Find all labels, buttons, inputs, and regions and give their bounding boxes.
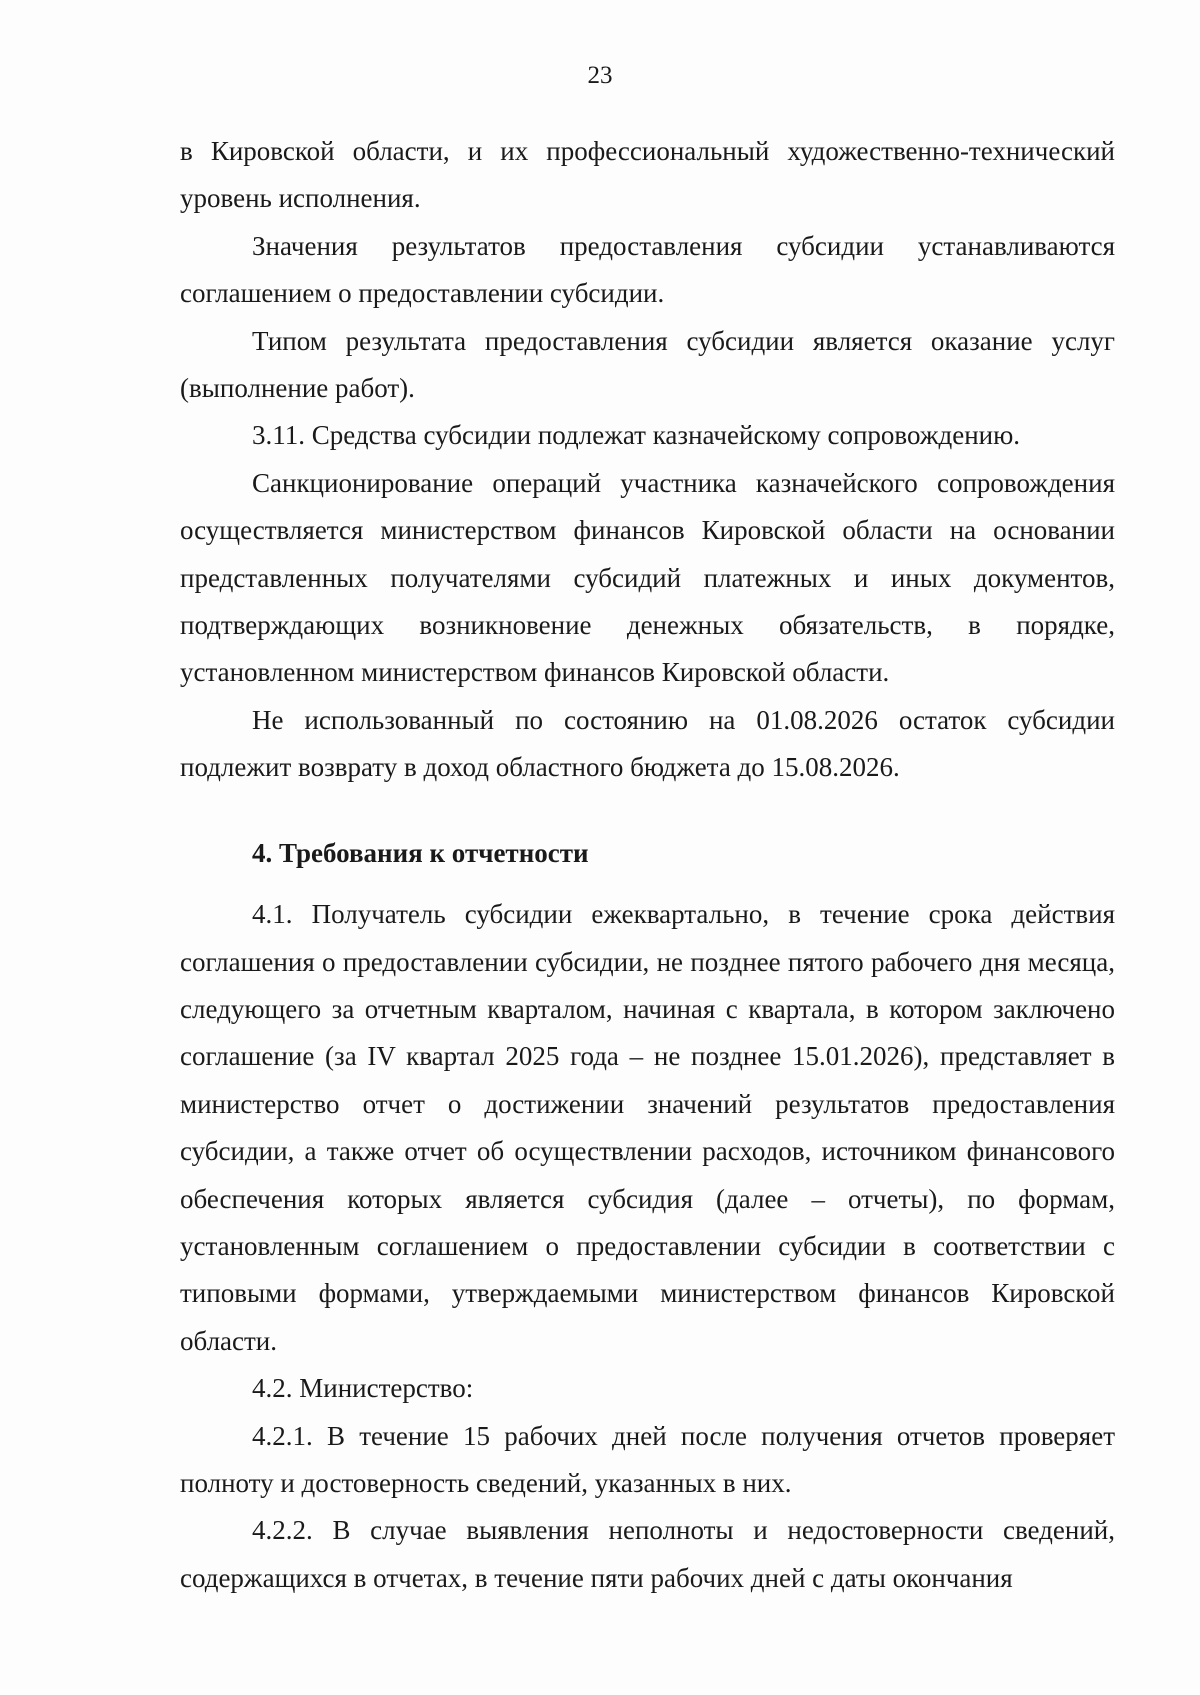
paragraph-result-values: Значения результатов предоставления субсидии устанавливаются соглашением о предоставлении субсидии. bbox=[180, 230, 1115, 309]
document-body bbox=[180, 128, 1115, 1602]
paragraph-4-2-2: 4.2.2. В случае выявления неполноты и недостоверности сведений, содержащихся в отчетах, в течение пяти рабочих дней с даты окончания bbox=[180, 1515, 1115, 1593]
paragraph-unused-balance: Не использованный по состоянию на 01.08.2026 остаток субсидии подлежит возврату в доход областного бюджета до 15.08.2026. bbox=[180, 704, 1115, 783]
section-heading-reporting: 4. Требования к отчетности bbox=[252, 837, 589, 868]
paragraph-sanctioning: Санкционирование операций участника казначейского сопровождения осуществляется министерством финансов Кировской области на основании представленных получателями субсидий платежных и иных документов, подтверждающих возникновение денежных обязательств, в порядке, установленном министерством финансов Кировской области. bbox=[180, 467, 1115, 688]
paragraph-4-2: 4.2. Министерство: bbox=[252, 1373, 474, 1404]
page-number: 23 bbox=[587, 62, 613, 89]
paragraph-4-1: 4.1. Получатель субсидии ежеквартально, в течение срока действия соглашения о предоставлении субсидии, не позднее пятого рабочего дня месяца, следующего за отчетным кварталом, начиная с квартала, в котором заключено соглашение (за IV квартал 2025 года – не позднее 15.01.2026), представляет в министерство отчет о достижении значений результатов предоставления субсидии, а также отчет об осуществлении расходов, источником финансового обеспечения которых является субсидия (далее – отчеты), по формам, установленным соглашением о предоставлении субсидии в соответствии с типовыми формами, утверждаемыми министерством финансов Кировской области. bbox=[180, 899, 1115, 1356]
paragraph-3-11: 3.11. Средства субсидии подлежат казначейскому сопровождению. bbox=[252, 420, 1021, 451]
paragraph-result-type: Типом результата предоставления субсидии является оказание услуг (выполнение работ). bbox=[180, 325, 1115, 404]
paragraph-continuation: в Кировской области, и их профессиональный художественно-технический уровень исполнения. bbox=[180, 136, 1115, 214]
paragraph-4-2-1: 4.2.1. В течение 15 рабочих дней после получения отчетов проверяет полноту и достоверность сведений, указанных в них. bbox=[180, 1420, 1115, 1498]
